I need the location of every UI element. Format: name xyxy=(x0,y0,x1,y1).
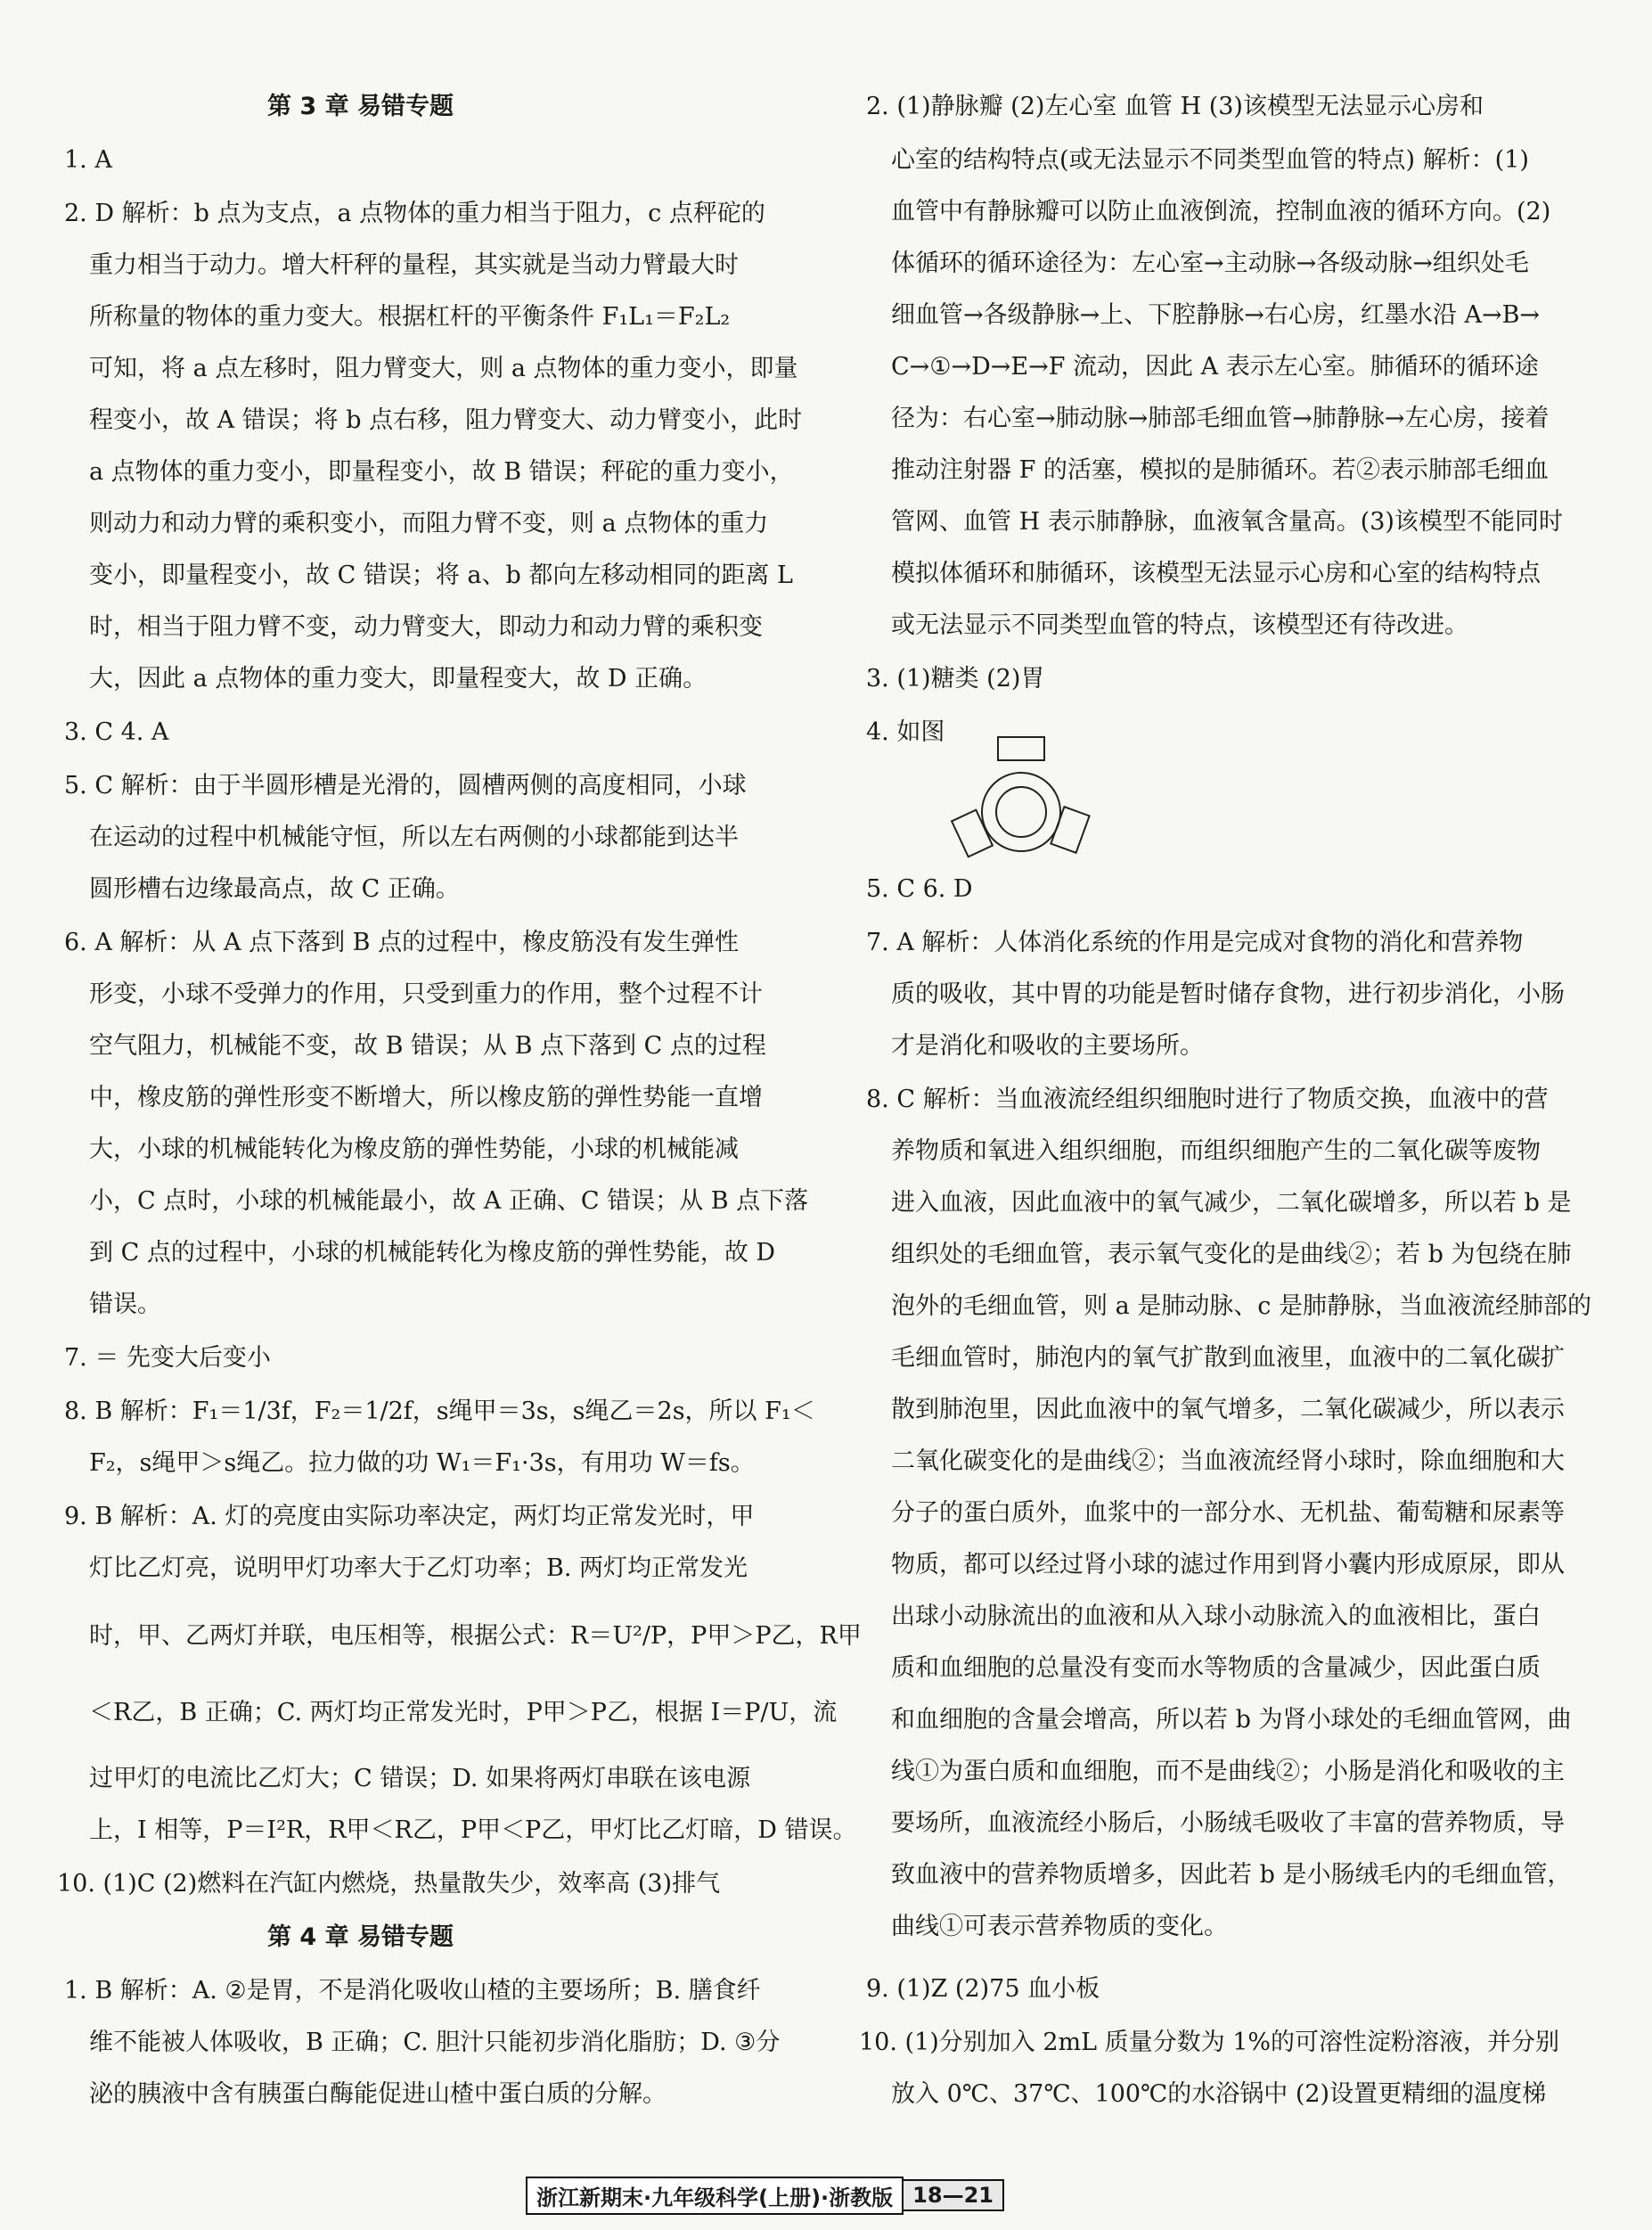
right-text-line: 要场所，血液流经小肠后，小肠绒毛吸收了丰富的营养物质，导 xyxy=(891,1809,1565,1837)
right-text-line: 心室的结构特点(或无法显示不同类型血管的特点) 解析：(1) xyxy=(891,146,1529,174)
right-text-line: 3. (1)糖类 (2)胃 xyxy=(866,665,1045,693)
left-text-line: 1. B 解析：A. ②是胃，不是消化吸收山楂的主要场所；B. 膳食纤 xyxy=(64,1977,761,2005)
left-heading: 第 4 章 易错专题 xyxy=(267,1923,454,1951)
right-text-line: 和血细胞的含量会增高，所以若 b 为肾小球处的毛细血管网，曲 xyxy=(891,1706,1572,1734)
left-text-line: 则动力和动力臂的乘积变小，而阻力臂不变，则 a 点物体的重力 xyxy=(89,510,769,537)
left-text-line: 7. ＝ 先变大后变小 xyxy=(64,1344,271,1372)
right-text-line: 7. A 解析：人体消化系统的作用是完成对食物的消化和营养物 xyxy=(866,929,1524,956)
right-text-line: 出球小动脉流出的血液和从入球小动脉流入的血液相比，蛋白 xyxy=(891,1603,1541,1630)
right-text-line: 散到肺泡里，因此血液中的氧气增多，二氧化碳减少，所以表示 xyxy=(891,1396,1565,1423)
left-text-line: 2. D 解析：b 点为支点，a 点物体的重力相当于阻力，c 点秤砣的 xyxy=(64,200,765,227)
page-footer xyxy=(526,2177,1004,2214)
left-text-line: 所称量的物体的重力变大。根据杠杆的平衡条件 F₁L₁＝F₂L₂ xyxy=(89,303,731,331)
figure-diagram xyxy=(945,734,1105,858)
left-text-line: 维不能被人体吸收，B 正确；C. 胆汁只能初步消化脂肪；D. ③分 xyxy=(89,2029,781,2056)
right-text-line: 9. (1)Z (2)75 血小板 xyxy=(866,1975,1100,2003)
right-text-line: 才是消化和吸收的主要场所。 xyxy=(891,1032,1204,1060)
right-text-line: 进入血液，因此血液中的氧气减少，二氧化碳增多，所以若 b 是 xyxy=(891,1189,1572,1217)
figure-inner-circle xyxy=(996,787,1046,837)
right-text-line: 分子的蛋白质外，血浆中的一部分水、无机盐、葡萄糖和尿素等 xyxy=(891,1499,1565,1527)
figure-right-rect xyxy=(1051,807,1089,853)
left-text-line: 时，甲、乙两灯并联，电压相等，根据公式：R＝U²/P，P甲＞P乙，R甲 xyxy=(89,1622,862,1650)
right-text-line: 径为：右心室→肺动脉→肺部毛细血管→肺静脉→左心房，接着 xyxy=(891,405,1550,432)
left-text-line: a 点物体的重力变小，即量程变小，故 B 错误；秤砣的重力变小， xyxy=(89,458,794,486)
left-text-line: 9. B 解析：A. 灯的亮度由实际功率决定，两灯均正常发光时，甲 xyxy=(64,1503,755,1530)
right-text-line: 血管中有静脉瓣可以防止血液倒流，控制血液的循环方向。(2) xyxy=(891,198,1551,225)
left-text-line: ＜R乙，B 正确；C. 两灯均正常发光时，P甲＞P乙，根据 I＝P/U，流 xyxy=(89,1699,838,1726)
right-text-line: 推动注射器 F 的活塞，模拟的是肺循环。若②表示肺部毛细血 xyxy=(891,456,1549,484)
left-text-line: 过甲灯的电流比乙灯大；C 错误；D. 如果将两灯串联在该电源 xyxy=(89,1765,751,1792)
left-text-line: 在运动的过程中机械能守恒，所以左右两侧的小球都能到达半 xyxy=(89,824,739,851)
left-text-line: 重力相当于动力。增大杆秤的量程，其实就是当动力臂最大时 xyxy=(89,251,739,279)
right-text-line: 10. (1)分别加入 2mL 质量分数为 1%的可溶性淀粉溶液，并分别 xyxy=(859,2029,1560,2056)
left-text-line: 到 C 点的过程中，小球的机械能转化为橡皮筋的弹性势能，故 D xyxy=(89,1239,776,1267)
left-text-line: 小，C 点时，小球的机械能最小，故 A 正确、C 错误；从 B 点下落 xyxy=(89,1187,809,1215)
left-text-line: 大，因此 a 点物体的重力变大，即量程变大，故 D 正确。 xyxy=(89,665,707,693)
left-text-line: 8. B 解析：F₁＝1/3f，F₂＝1/2f，s绳甲＝3s，s绳乙＝2s，所以 F₁＜ xyxy=(64,1398,815,1425)
left-text-line: F₂，s绳甲＞s绳乙。拉力做的功 W₁＝F₁·3s，有用功 W＝fs。 xyxy=(89,1449,755,1477)
left-text-line: 5. C 解析：由于半圆形槽是光滑的，圆槽两侧的高度相同，小球 xyxy=(64,772,747,799)
right-text-line: 体循环的循环途径为：左心室→主动脉→各级动脉→组织处毛 xyxy=(891,250,1529,277)
right-text-line: 组织处的毛细血管，表示氧气变化的是曲线②；若 b 为包绕在肺 xyxy=(891,1241,1572,1268)
left-heading: 第 3 章 易错专题 xyxy=(267,93,454,120)
right-text-line: 曲线①可表示营养物质的变化。 xyxy=(891,1913,1228,1940)
right-text-line: 放入 0℃、37℃、100℃的水浴锅中 (2)设置更精细的温度梯 xyxy=(891,2080,1547,2108)
right-text-line: 致血液中的营养物质增多，因此若 b 是小肠绒毛内的毛细血管， xyxy=(891,1861,1572,1889)
right-text-line: 线①为蛋白质和血细胞，而不是曲线②；小肠是消化和吸收的主 xyxy=(891,1758,1565,1785)
footer-page-number: 18—21 xyxy=(904,2179,1004,2211)
right-text-line: 养物质和氧进入组织细胞，而组织细胞产生的二氧化碳等废物 xyxy=(891,1137,1541,1165)
right-text-line: 8. C 解析：当血液流经组织细胞时进行了物质交换，血液中的营 xyxy=(866,1086,1549,1113)
right-text-line: 4. 如图 xyxy=(866,718,945,746)
left-text-line: 程变小，故 A 错误；将 b 点右移，阻力臂变大、动力臂变小，此时 xyxy=(89,406,803,434)
right-text-line: 2. (1)静脉瓣 (2)左心室 血管 H (3)该模型无法显示心房和 xyxy=(866,93,1484,120)
right-text-line: 毛细血管时，肺泡内的氧气扩散到血液里，血液中的二氧化碳扩 xyxy=(891,1344,1565,1372)
left-text-line: 变小，即量程变小，故 C 错误；将 a、b 都向左移动相同的距离 L xyxy=(89,562,793,589)
right-text-line: 物质，都可以经过肾小球的滤过作用到肾小囊内形成原尿，即从 xyxy=(891,1551,1565,1578)
right-text-line: 二氧化碳变化的是曲线②；当血液流经肾小球时，除血细胞和大 xyxy=(891,1447,1565,1475)
left-text-line: 泌的胰液中含有胰蛋白酶能促进山楂中蛋白质的分解。 xyxy=(89,2080,667,2108)
left-text-line: 1. A xyxy=(64,146,112,174)
left-text-line: 错误。 xyxy=(89,1291,161,1318)
left-text-line: 3. C 4. A xyxy=(64,718,169,746)
left-text-line: 大，小球的机械能转化为橡皮筋的弹性势能，小球的机械能减 xyxy=(89,1135,739,1163)
right-text-line: 泡外的毛细血管，则 a 是肺动脉、c 是肺静脉，当血液流经肺部的 xyxy=(891,1292,1591,1320)
left-text-line: 时，相当于阻力臂不变，动力臂变大，即动力和动力臂的乘积变 xyxy=(89,613,763,641)
left-text-line: 上，I 相等，P＝I²R，R甲＜R乙，P甲＜P乙，甲灯比乙灯暗，D 错误。 xyxy=(89,1816,857,1844)
right-text-line: 质和血细胞的总量没有变而水等物质的含量减少，因此蛋白质 xyxy=(891,1654,1541,1682)
right-text-line: 5. C 6. D xyxy=(866,875,973,903)
left-text-line: 10. (1)C (2)燃料在汽缸内燃烧，热量散失少，效率高 (3)排气 xyxy=(57,1870,721,1898)
left-text-line: 可知，将 a 点左移时，阻力臂变大，则 a 点物体的重力变小，即量 xyxy=(89,355,798,382)
footer-title: 浙江新期末·九年级科学(上册)·浙教版 xyxy=(526,2177,904,2215)
left-text-line: 6. A 解析：从 A 点下落到 B 点的过程中，橡皮筋没有发生弹性 xyxy=(64,929,740,956)
right-text-line: 质的吸收，其中胃的功能是暂时储存食物，进行初步消化，小肠 xyxy=(891,980,1565,1008)
figure-left-rect xyxy=(952,810,993,857)
right-text-line: 或无法显示不同类型血管的特点，该模型还有待改进。 xyxy=(891,611,1468,639)
right-text-line: C→①→D→E→F 流动，因此 A 表示左心室。肺循环的循环途 xyxy=(891,353,1539,381)
left-text-line: 空气阻力，机械能不变，故 B 错误；从 B 点下落到 C 点的过程 xyxy=(89,1032,766,1060)
left-text-line: 圆形槽右边缘最高点，故 C 正确。 xyxy=(89,875,460,903)
left-text-line: 中，橡皮筋的弹性形变不断增大，所以橡皮筋的弹性势能一直增 xyxy=(89,1084,763,1111)
right-text-line: 管网、血管 H 表示肺静脉，血液氧含量高。(3)该模型不能同时 xyxy=(891,508,1563,536)
left-text-line: 灯比乙灯亮，说明甲灯功率大于乙灯功率；B. 两灯均正常发光 xyxy=(89,1554,748,1582)
figure-outer-circle xyxy=(982,773,1060,851)
right-text-line: 细血管→各级静脉→上、下腔静脉→右心房，红墨水沿 A→B→ xyxy=(891,301,1541,329)
left-text-line: 形变，小球不受弹力的作用，只受到重力的作用，整个过程不计 xyxy=(89,980,763,1008)
right-text-line: 模拟体循环和肺循环，该模型无法显示心房和心室的结构特点 xyxy=(891,560,1541,587)
figure-top-rect xyxy=(998,737,1044,760)
